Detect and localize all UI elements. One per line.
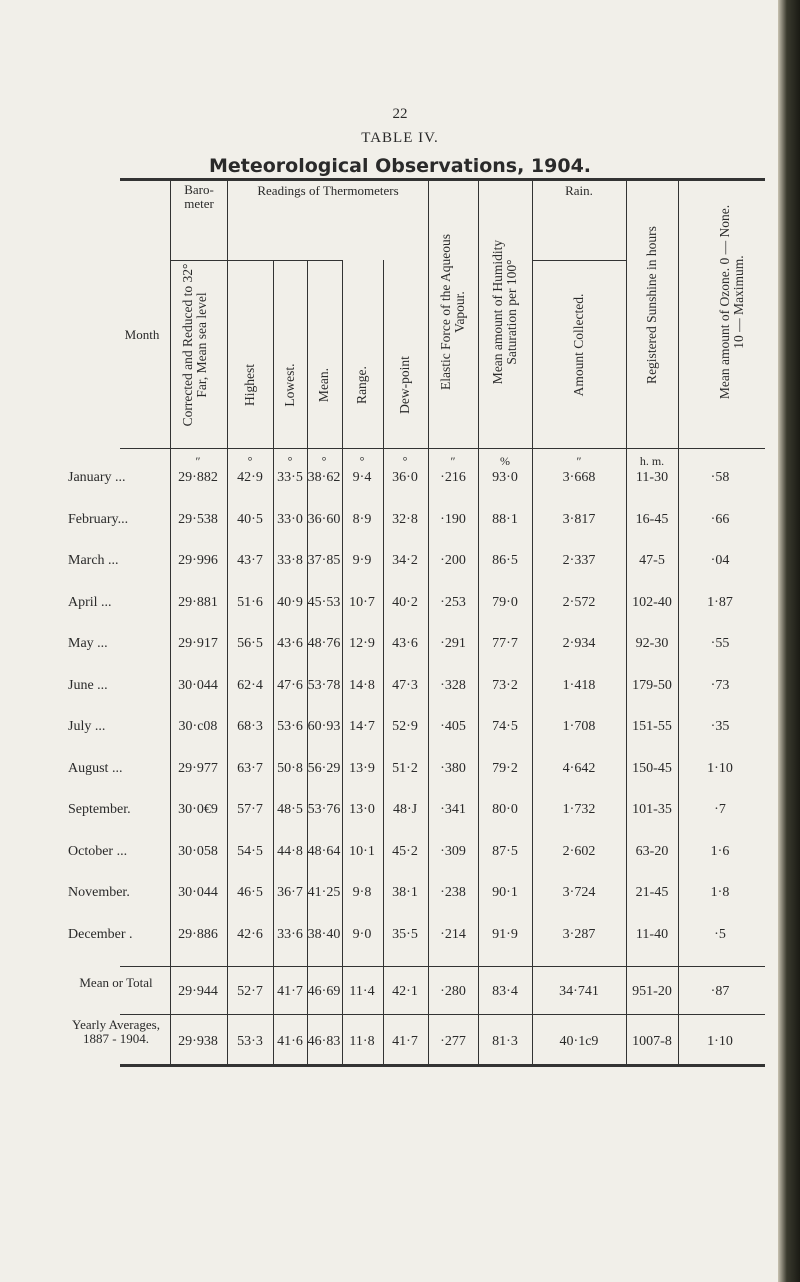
table-cell-range: 9·0 xyxy=(352,926,372,942)
table-cell-baro: 30·058 xyxy=(178,843,218,859)
header-rain-amount: Amount Collected. xyxy=(571,293,586,397)
month-label: July ... xyxy=(68,719,106,734)
table-bottom-rule xyxy=(120,1064,765,1067)
table-cell-sun: 47-5 xyxy=(639,553,665,568)
table-cell-baro: 29·996 xyxy=(178,553,218,568)
table-cell-humidity: 79·0 xyxy=(492,594,518,610)
summary-cell-sun: 951-20 xyxy=(632,984,672,999)
column-rule xyxy=(307,260,308,1066)
table-cell-ozone: ·55 xyxy=(710,636,730,651)
table-cell-low: 40·9 xyxy=(277,594,303,610)
summary-cell-ozone: 1·10 xyxy=(707,1034,733,1049)
table-cell-rain: 1·732 xyxy=(562,802,596,817)
table-cell-dew: 51·2 xyxy=(392,760,418,776)
table-cell-high: 57·7 xyxy=(237,802,263,817)
table-cell-range: 10·1 xyxy=(349,843,375,859)
summary-cell-baro: 29·938 xyxy=(178,1034,218,1049)
table-cell-dew: 35·5 xyxy=(392,926,418,942)
month-label: December . xyxy=(68,926,133,942)
table-cell-high: 68·3 xyxy=(237,719,263,734)
table-label: TABLE IV. xyxy=(361,130,439,146)
month-label: February... xyxy=(68,511,129,527)
summary-cell-baro: 29·944 xyxy=(178,984,218,999)
table-cell-dew: 48·J xyxy=(392,802,418,817)
table-cell-range: 14·8 xyxy=(349,677,375,693)
summary-cell-rain: 40·1c9 xyxy=(559,1034,599,1049)
table-cell-low: 33·6 xyxy=(277,926,303,942)
table-cell-dew: 36·0 xyxy=(392,470,418,485)
table-cell-sun: 63-20 xyxy=(635,843,669,859)
summary-cell-dew: 42·1 xyxy=(392,984,418,999)
header-mean: Mean. xyxy=(316,367,331,403)
table-cell-humidity: 80·0 xyxy=(492,802,518,817)
summary-cell-dew: 41·7 xyxy=(392,1034,418,1049)
table-cell-humidity: 88·1 xyxy=(492,511,518,527)
table-cell-range: 10·7 xyxy=(349,594,375,610)
summary-cell-mean: 46·83 xyxy=(307,1034,341,1049)
table-cell-humidity: 90·1 xyxy=(492,885,518,900)
month-label: November. xyxy=(68,885,130,900)
summary-cell-humidity: 83·4 xyxy=(492,984,518,999)
table-cell-rain: 1·708 xyxy=(562,719,596,734)
rain-group-rule xyxy=(532,260,626,261)
table-cell-ozone: 1·87 xyxy=(707,594,733,610)
table-cell-dew: 52·9 xyxy=(392,719,418,734)
table-cell-mean: 38·62 xyxy=(307,470,341,485)
table-cell-range: 13·9 xyxy=(349,760,375,776)
months-bottom-rule xyxy=(120,966,765,967)
month-label: August ... xyxy=(68,760,123,776)
table-cell-humidity: 77·7 xyxy=(492,636,518,651)
table-cell-sun: 11-40 xyxy=(635,926,669,942)
table-top-rule xyxy=(120,178,765,181)
table-cell-low: 53·6 xyxy=(277,719,303,734)
table-cell-ozone: 1·10 xyxy=(707,760,733,776)
table-cell-elastic: ·341 xyxy=(440,802,466,817)
table-cell-sun: 179-50 xyxy=(632,677,672,693)
unit-label: h. m. xyxy=(639,454,665,468)
table-cell-rain: 2·602 xyxy=(562,843,596,859)
table-cell-low: 50·8 xyxy=(277,760,303,776)
month-label: June ... xyxy=(68,677,108,693)
summary-rule xyxy=(120,1014,765,1015)
table-cell-elastic: ·216 xyxy=(440,470,466,485)
table-cell-ozone: 1·8 xyxy=(710,885,730,900)
header-barometer-text: Baro-meter xyxy=(184,182,214,211)
table-cell-humidity: 79·2 xyxy=(492,760,518,776)
page-number: 22 xyxy=(392,106,408,122)
table-cell-mean: 53·76 xyxy=(307,802,341,817)
table-cell-elastic: ·214 xyxy=(440,926,466,942)
table-cell-dew: 34·2 xyxy=(392,553,418,568)
table-cell-high: 40·5 xyxy=(237,511,263,527)
header-bottom-rule xyxy=(120,448,765,449)
month-label: January ... xyxy=(68,470,126,485)
table-cell-elastic: ·190 xyxy=(440,511,466,527)
page-edge xyxy=(778,0,800,1282)
unit-label: ″ xyxy=(576,454,582,468)
table-cell-rain: 2·337 xyxy=(562,553,596,568)
month-label: September. xyxy=(68,802,131,817)
summary-cell-sun: 1007-8 xyxy=(632,1034,672,1049)
table-cell-baro: 29·538 xyxy=(178,511,218,527)
table-cell-elastic: ·405 xyxy=(440,719,466,734)
table-cell-baro: 30·c08 xyxy=(178,719,218,734)
table-cell-elastic: ·328 xyxy=(440,677,466,693)
table-cell-range: 9·9 xyxy=(352,553,372,568)
table-cell-baro: 29·882 xyxy=(178,470,218,485)
table-cell-high: 42·6 xyxy=(237,926,263,942)
summary-cell-low: 41·6 xyxy=(277,1034,303,1049)
table-cell-elastic: ·200 xyxy=(440,553,466,568)
table-cell-dew: 32·8 xyxy=(392,511,418,527)
table-cell-dew: 38·1 xyxy=(392,885,418,900)
table-cell-baro: 29·917 xyxy=(178,636,218,651)
month-label: April ... xyxy=(68,594,112,610)
table-cell-high: 62·4 xyxy=(237,677,263,693)
table-cell-ozone: 1·6 xyxy=(710,843,730,859)
table-cell-high: 63·7 xyxy=(237,760,263,776)
table-cell-sun: 102-40 xyxy=(632,594,672,610)
unit-label: % xyxy=(500,454,510,468)
summary-cell-high: 53·3 xyxy=(237,1034,263,1049)
table-cell-ozone: ·5 xyxy=(714,926,726,942)
table-cell-rain: 3·668 xyxy=(562,470,596,485)
summary-cell-elastic: ·280 xyxy=(440,984,466,999)
table-cell-humidity: 91·9 xyxy=(492,926,518,942)
table-cell-sun: 150-45 xyxy=(632,760,672,776)
unit-label: ° xyxy=(359,454,365,468)
table-cell-ozone: ·35 xyxy=(710,719,730,734)
table-cell-high: 51·6 xyxy=(237,594,263,610)
table-cell-dew: 40·2 xyxy=(392,594,418,610)
table-cell-mean: 53·78 xyxy=(307,677,341,693)
month-label: May ... xyxy=(68,636,108,651)
table-cell-baro: 30·044 xyxy=(178,885,218,900)
table-cell-mean: 41·25 xyxy=(307,885,341,900)
unit-label: ° xyxy=(247,454,253,468)
table-cell-low: 33·5 xyxy=(277,470,303,485)
summary-label: Yearly Averages, 1887 - 1904. xyxy=(72,1017,160,1046)
unit-label: ° xyxy=(287,454,293,468)
table-cell-range: 9·4 xyxy=(352,470,372,485)
page-title: Meteorological Observations, 1904. xyxy=(208,155,592,177)
table-cell-elastic: ·238 xyxy=(440,885,466,900)
table-cell-low: 47·6 xyxy=(277,677,303,693)
table-cell-range: 14·7 xyxy=(349,719,375,734)
summary-cell-ozone: ·87 xyxy=(710,984,730,999)
unit-label: ° xyxy=(402,454,408,468)
table-cell-low: 44·8 xyxy=(277,843,303,859)
table-cell-elastic: ·291 xyxy=(440,636,466,651)
table-cell-mean: 45·53 xyxy=(307,594,341,610)
table-cell-low: 33·0 xyxy=(277,511,303,527)
table-cell-high: 54·5 xyxy=(237,843,263,859)
table-cell-elastic: ·309 xyxy=(440,843,466,859)
table-cell-mean: 37·85 xyxy=(307,553,341,568)
table-cell-mean: 56·29 xyxy=(307,760,341,776)
table-cell-mean: 48·64 xyxy=(307,843,341,859)
meteorological-table xyxy=(68,178,765,1068)
table-cell-sun: 16-45 xyxy=(635,511,669,527)
table-cell-rain: 3·817 xyxy=(562,511,596,527)
header-highest: Highest xyxy=(242,364,257,406)
header-sunshine: Registered Sunshine in hours xyxy=(644,226,659,384)
header-barometer-corrected: Corrected and Reduced to 32° Far, Mean sea level xyxy=(180,263,209,427)
table-cell-sun: 21-45 xyxy=(635,885,669,900)
table-cell-baro: 29·886 xyxy=(178,926,218,942)
summary-cell-rain: 34·741 xyxy=(559,984,599,999)
table-cell-range: 8·9 xyxy=(352,511,372,527)
summary-cell-low: 41·7 xyxy=(277,984,303,999)
table-cell-ozone: ·58 xyxy=(710,470,730,485)
table-cell-baro: 30·0€9 xyxy=(178,802,218,817)
table-cell-humidity: 73·2 xyxy=(492,677,518,693)
summary-cell-humidity: 81·3 xyxy=(492,1034,518,1049)
summary-cell-range: 11·4 xyxy=(349,984,375,999)
summary-label: Mean or Total xyxy=(79,975,153,990)
table-cell-low: 36·7 xyxy=(277,885,303,900)
table-cell-rain: 1·418 xyxy=(562,677,596,693)
table-cell-mean: 60·93 xyxy=(307,719,341,734)
table-cell-range: 9·8 xyxy=(352,885,372,900)
header-rain-group: Rain. xyxy=(565,183,593,198)
column-rule xyxy=(342,260,343,1066)
table-cell-rain: 2·934 xyxy=(562,636,596,651)
table-cell-baro: 30·044 xyxy=(178,677,218,693)
month-label: October ... xyxy=(68,843,128,859)
summary-cell-range: 11·8 xyxy=(349,1034,375,1049)
table-cell-ozone: ·73 xyxy=(710,677,730,693)
table-cell-humidity: 93·0 xyxy=(492,470,518,485)
table-cell-dew: 47·3 xyxy=(392,677,418,693)
month-label: March ... xyxy=(68,553,119,568)
table-cell-sun: 92-30 xyxy=(635,636,669,651)
header-range: Range. xyxy=(354,366,369,404)
header-month: Month xyxy=(124,327,160,342)
column-rule xyxy=(273,260,274,1066)
table-cell-high: 46·5 xyxy=(237,885,263,900)
header-dew-point: Dew-point xyxy=(397,356,412,414)
table-cell-rain: 3·724 xyxy=(562,885,596,900)
table-cell-rain: 2·572 xyxy=(562,594,596,610)
table-cell-dew: 43·6 xyxy=(392,636,418,651)
table-cell-low: 33·8 xyxy=(277,553,303,568)
table-cell-rain: 3·287 xyxy=(562,926,596,942)
table-cell-mean: 38·40 xyxy=(307,926,341,942)
summary-cell-high: 52·7 xyxy=(237,984,263,999)
header-lowest: Lowest. xyxy=(282,363,297,407)
header-barometer-group xyxy=(172,183,226,211)
table-cell-ozone: ·04 xyxy=(710,553,730,568)
table-cell-elastic: ·380 xyxy=(440,760,466,776)
column-rule xyxy=(383,260,384,1066)
table-cell-mean: 36·60 xyxy=(307,511,341,527)
table-cell-sun: 101-35 xyxy=(632,802,672,817)
table-cell-humidity: 74·5 xyxy=(492,719,518,734)
table-cell-range: 13·0 xyxy=(349,802,375,817)
header-thermometers-group: Readings of Thermometers xyxy=(257,183,399,198)
table-cell-ozone: ·66 xyxy=(710,511,730,527)
unit-label: ″ xyxy=(195,454,201,468)
table-cell-baro: 29·881 xyxy=(178,594,218,610)
table-cell-rain: 4·642 xyxy=(562,760,596,776)
table-cell-ozone: ·7 xyxy=(714,802,726,817)
table-cell-elastic: ·253 xyxy=(440,594,466,610)
table-cell-baro: 29·977 xyxy=(178,760,218,776)
table-cell-high: 56·5 xyxy=(237,636,263,651)
table-cell-humidity: 86·5 xyxy=(492,553,518,568)
header-ozone: Mean amount of Ozone. 0 — None. 10 — Maximum. xyxy=(717,204,746,400)
table-cell-sun: 151-55 xyxy=(632,719,672,734)
table-cell-low: 43·6 xyxy=(277,636,303,651)
table-cell-high: 43·7 xyxy=(237,553,263,568)
table-cell-low: 48·5 xyxy=(277,802,303,817)
unit-label: ″ xyxy=(450,454,456,468)
table-cell-mean: 48·76 xyxy=(307,636,341,651)
table-cell-dew: 45·2 xyxy=(392,843,418,859)
unit-label: ° xyxy=(321,454,327,468)
summary-cell-mean: 46·69 xyxy=(307,984,341,999)
header-elastic-force: Elastic Force of the Aqueous Vapour. xyxy=(438,234,467,390)
table-cell-range: 12·9 xyxy=(349,636,375,651)
summary-cell-elastic: ·277 xyxy=(440,1034,466,1049)
table-cell-humidity: 87·5 xyxy=(492,843,518,859)
header-humidity: Mean amount of Humidity Saturation per 100° xyxy=(490,239,519,385)
table-cell-high: 42·9 xyxy=(237,470,263,485)
table-cell-sun: 11-30 xyxy=(635,470,669,485)
